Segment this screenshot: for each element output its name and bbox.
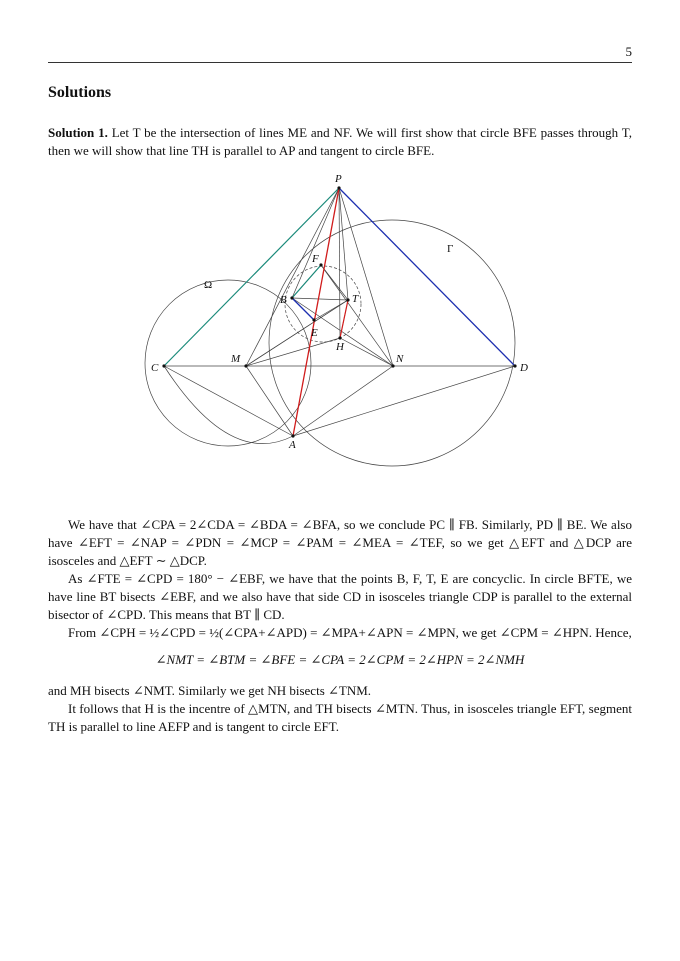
line-pm <box>246 188 339 366</box>
point-n <box>391 364 394 367</box>
line-ap <box>293 188 339 436</box>
label-gamma: Γ <box>447 243 454 255</box>
line-ph <box>339 188 340 338</box>
label-c: C <box>151 362 159 374</box>
section-title: Solutions <box>48 84 112 101</box>
point-f <box>319 263 322 266</box>
solution-intro-text: Let T be the intersection of lines ME and NF. We will first show that circle BFE passes through T, then we will show that line TH is parallel to AP and tangent to circle BFE. <box>48 125 632 158</box>
line-pc <box>164 188 339 366</box>
label-m: M <box>231 353 241 365</box>
point-h <box>338 336 341 339</box>
label-omega: Ω <box>204 279 213 291</box>
line-th-red <box>340 300 348 338</box>
label-n: N <box>396 353 404 365</box>
line-ma <box>246 366 293 436</box>
page-number: 5 <box>625 44 632 59</box>
line-pb <box>292 188 339 298</box>
line-et <box>314 300 348 320</box>
line-nb <box>292 298 393 366</box>
point-d <box>513 364 516 367</box>
point-b <box>290 296 293 299</box>
solution-label: Solution 1. <box>48 125 108 140</box>
line-na <box>293 366 393 436</box>
point-m <box>244 364 247 367</box>
label-b: B <box>280 294 287 306</box>
solution-intro <box>48 124 632 160</box>
line-pd <box>339 188 515 366</box>
label-e: E <box>311 327 318 339</box>
point-a <box>291 434 294 437</box>
body-paragraph-4: and MH bisects ∠NMT. Similarly we get NH bisects ∠TNM. <box>48 683 372 698</box>
body-paragraph-5: It follows that H is the incentre of △MTN, and TH bisects ∠MTN. Thus, in isosceles triangle EFT, segment TH is parallel to line AEFP and is tangent to circle EFT. <box>48 701 632 734</box>
body-paragraph-1: We have that ∠CPA = 2∠CDA = ∠BDA = ∠BFA, so we conclude PC ∥ FB. Similarly, PD ∥ BE. We also have ∠EFT = ∠NAP = ∠PDN = ∠MCP = ∠PAM = ∠MEA = ∠TEF, so we get △EFT and △DCP are isosceles and △EFT ∼ △DCP. <box>48 517 632 568</box>
label-p: P <box>335 173 342 185</box>
header-rule <box>48 62 632 63</box>
line-mt <box>246 300 348 366</box>
label-t: T <box>352 293 359 305</box>
line-nh <box>340 338 393 366</box>
point-t <box>346 298 349 301</box>
geometry-figure <box>140 168 540 498</box>
body-paragraph-3: From ∠CPH = ½∠CPD = ½(∠CPA+∠APD) = ∠MPA+∠APN = ∠MPN, we get ∠CPM = ∠HPN. Hence, <box>68 625 632 640</box>
label-f: F <box>312 253 319 265</box>
line-pt <box>339 188 348 300</box>
line-ft <box>321 265 348 300</box>
label-d: D <box>520 362 528 374</box>
display-equation: ∠NMT = ∠BTM = ∠BFE = ∠CPA = 2∠CPM = 2∠HPN = 2∠NMH <box>155 652 525 667</box>
line-mh <box>246 338 340 366</box>
label-a: A <box>289 439 296 451</box>
line-nf <box>321 265 393 366</box>
point-c <box>162 364 165 367</box>
line-ad <box>293 366 515 436</box>
line-be-blue <box>292 298 314 320</box>
label-h: H <box>336 341 344 353</box>
body-paragraph-2: As ∠FTE = ∠CPD = 180° − ∠EBF, we have that the points B, F, T, E are concyclic. In circle BFTE, we have line BT bisects ∠EBF, and we also have that side CD in isosceles triangle CDP is parallel to the external bisector of ∠CPD. This means that BT ∥ CD. <box>48 571 632 622</box>
point-p <box>337 186 340 189</box>
circle-gamma <box>269 220 515 466</box>
point-e <box>312 318 315 321</box>
